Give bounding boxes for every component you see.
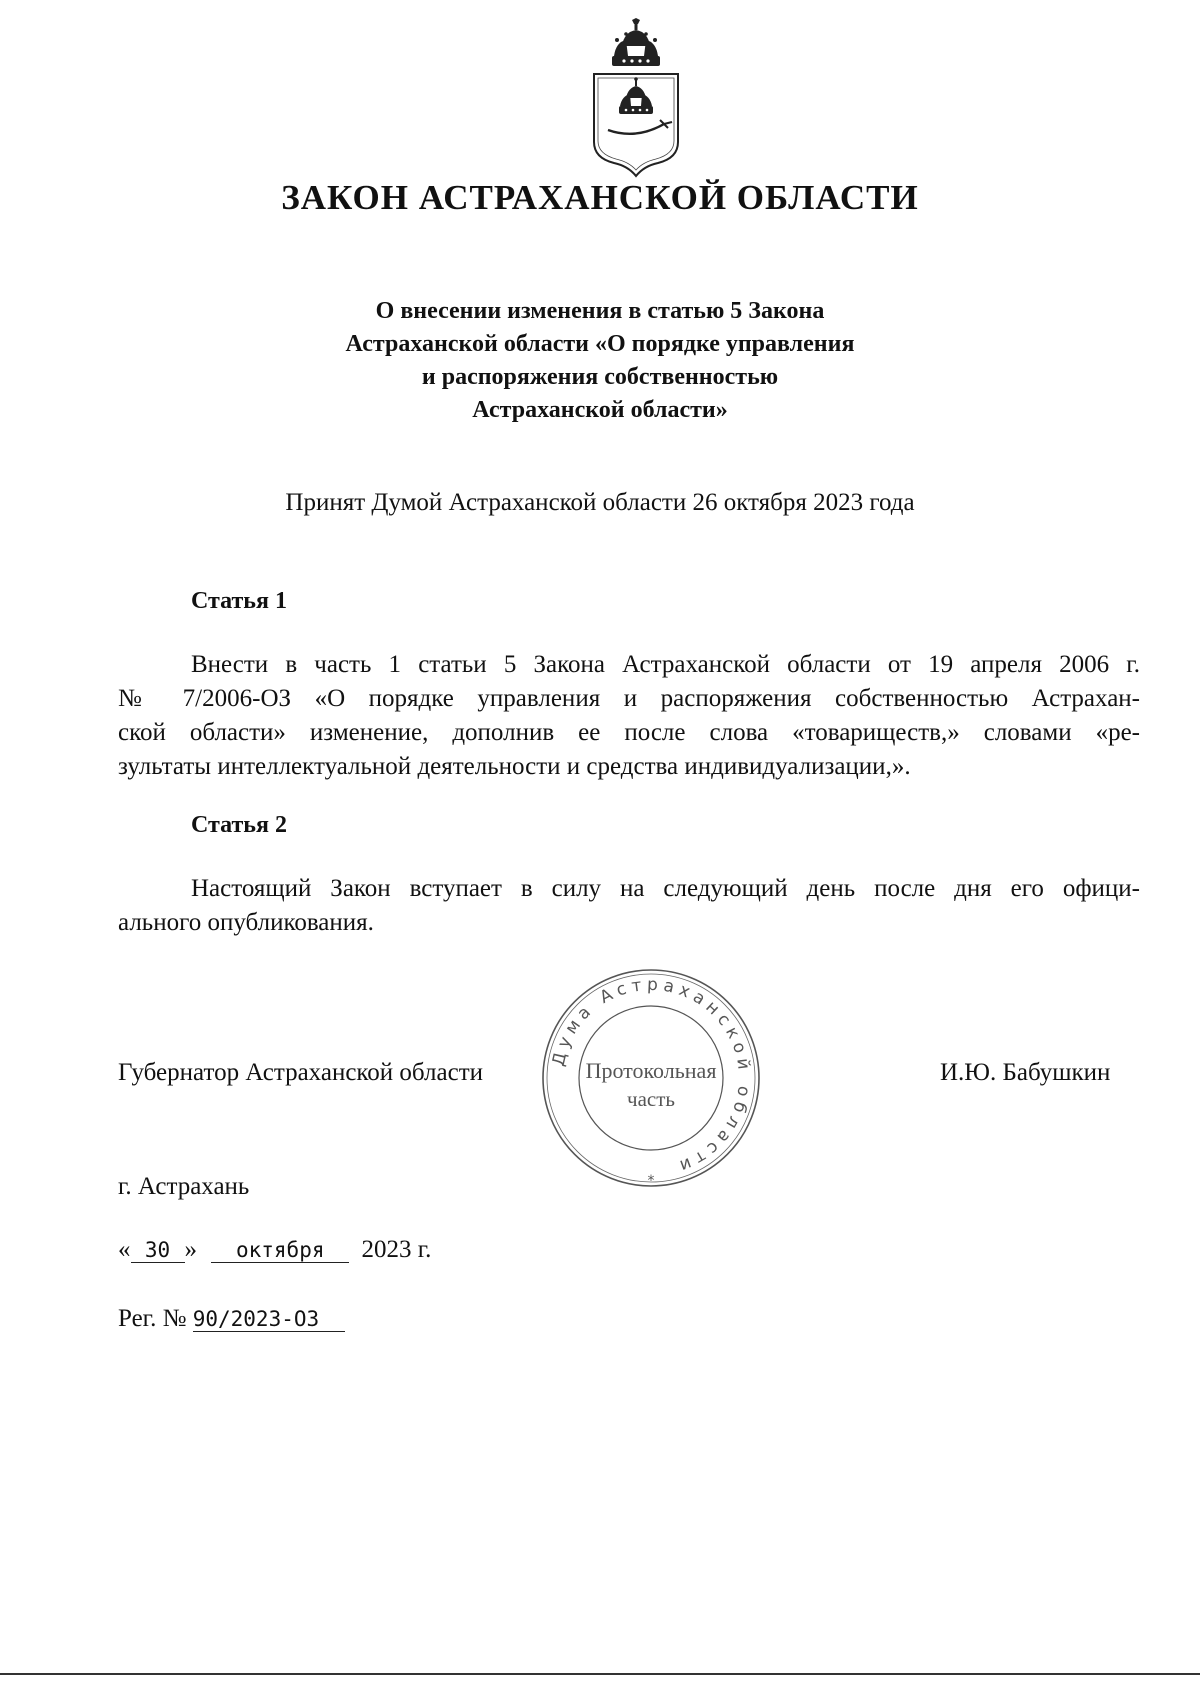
article-2-line: ального опубликования. bbox=[118, 909, 374, 936]
astrakhan-coat-of-arms-icon bbox=[586, 18, 686, 178]
seal-center-text: Протокольная bbox=[585, 1058, 717, 1083]
article-2-text bbox=[118, 872, 1140, 940]
subtitle-line: О внесении изменения в статью 5 Закона bbox=[375, 298, 825, 324]
article-2-heading: Статья 2 bbox=[191, 812, 287, 838]
date-open-quote: « bbox=[118, 1236, 131, 1263]
round-seal-icon bbox=[537, 964, 765, 1192]
subtitle-line: Астраханской области «О порядке управления bbox=[345, 331, 855, 357]
registration-number: 90/2023-ОЗ bbox=[193, 1307, 345, 1332]
registration bbox=[118, 1305, 345, 1333]
article-1-heading: Статья 1 bbox=[191, 588, 287, 614]
subtitle-line: Астраханской области» bbox=[472, 397, 728, 423]
article-1-line: Внести в часть 1 статьи 5 Закона Астраханской области от 19 апреля 2006 г. bbox=[191, 651, 1140, 678]
date-close-quote: » bbox=[184, 1236, 197, 1263]
article-1-text bbox=[118, 648, 1140, 784]
registration-label: Рег. № bbox=[118, 1305, 187, 1332]
date-year: 2023 г. bbox=[361, 1236, 432, 1263]
city: г. Астрахань bbox=[118, 1173, 250, 1200]
signing-date bbox=[118, 1236, 431, 1264]
seal-ring-text: Дума Астраханской области bbox=[548, 974, 755, 1178]
article-1-line: ской области» изменение, дополнив ее после слова «товариществ,» словами «ре- bbox=[118, 719, 1140, 746]
article-1-line: № 7/2006-ОЗ «О порядке управления и распоряжения собственностью Астрахан- bbox=[118, 685, 1140, 712]
law-subtitle bbox=[0, 295, 1200, 427]
subtitle-line: и распоряжения собственностью bbox=[421, 364, 779, 390]
adoption-note: Принят Думой Астраханской области 26 октября 2023 года bbox=[285, 489, 915, 516]
article-2-line: Настоящий Закон вступает в силу на следующий день после дня его офици- bbox=[191, 875, 1140, 902]
bottom-rule bbox=[0, 1673, 1200, 1675]
date-day: 30 bbox=[131, 1238, 185, 1263]
law-title: ЗАКОН АСТРАХАНСКОЙ ОБЛАСТИ bbox=[281, 178, 919, 217]
signatory-position: Губернатор Астраханской области bbox=[118, 1059, 484, 1086]
seal-center-text: часть bbox=[627, 1087, 675, 1111]
article-1-line: зультаты интеллектуальной деятельности и средства индивидуализации,». bbox=[118, 753, 911, 780]
seal-star: * bbox=[647, 1173, 655, 1189]
signatory-name: И.Ю. Бабушкин bbox=[940, 1059, 1111, 1086]
date-month: октября bbox=[211, 1238, 349, 1263]
